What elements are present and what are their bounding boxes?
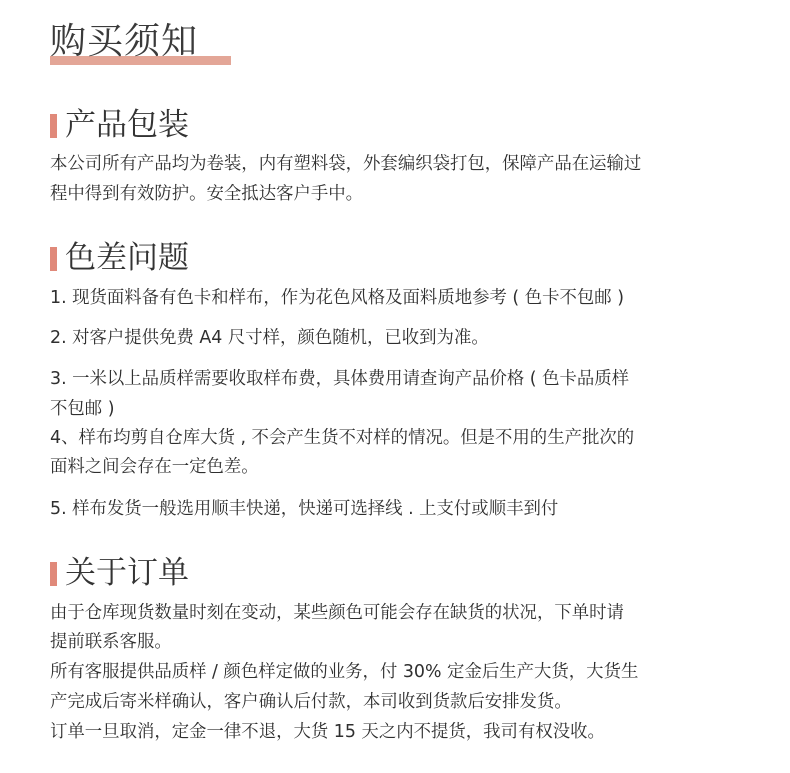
list-item-continued: 面料之间会存在一定色差。: [50, 457, 259, 477]
list-item-continued: 不包邮 ): [50, 399, 115, 419]
section-title: 产品包装: [65, 107, 189, 143]
page-title: 购买须知: [50, 21, 199, 62]
paragraph-line: 本公司所有产品均为卷装，内有塑料袋，外套编织袋打包，保障产品在运输过: [50, 154, 642, 174]
paragraph-line: 产完成后寄米样确认，客户确认后付款，本司收到货款后安排发货。: [50, 692, 572, 712]
section-title: 关于订单: [65, 555, 189, 591]
list-item: 3. 一米以上品质样需要收取样布费，具体费用请查询产品价格 ( 色卡品质样: [50, 369, 630, 389]
list-item: 1. 现货面料备有色卡和样布，作为花色风格及面料质地参考 ( 色卡不包邮 ): [50, 288, 624, 308]
list-item: 4、样布均剪自仓库大货 , 不会产生货不对样的情况。但是不用的生产批次的: [50, 428, 635, 448]
list-item: 2. 对客户提供免费 A4 尺寸样，颜色随机，已收到为准。: [50, 328, 489, 348]
paragraph-line: 提前联系客服。: [50, 632, 172, 652]
section-title: 色差问题: [65, 240, 189, 276]
heading-marker: [50, 114, 57, 138]
page-title-block: [50, 18, 198, 66]
paragraph-line: 订单一旦取消，定金一律不退，大货 15 天之内不提货，我司有权没收。: [50, 722, 605, 742]
paragraph-line: 程中得到有效防护。安全抵达客户手中。: [50, 184, 364, 204]
paragraph-line: 所有客服提供品质样 / 颜色样定做的业务，付 30% 定金后生产大货，大货生: [50, 662, 639, 682]
list-item: 5. 样布发货一般选用顺丰快递，快递可选择线 . 上支付或顺丰到付: [50, 499, 559, 519]
heading-marker: [50, 247, 57, 271]
paragraph-line: 由于仓库现货数量时刻在变动，某些颜色可能会存在缺货的状况，下单时请: [50, 603, 624, 623]
heading-marker: [50, 562, 57, 586]
